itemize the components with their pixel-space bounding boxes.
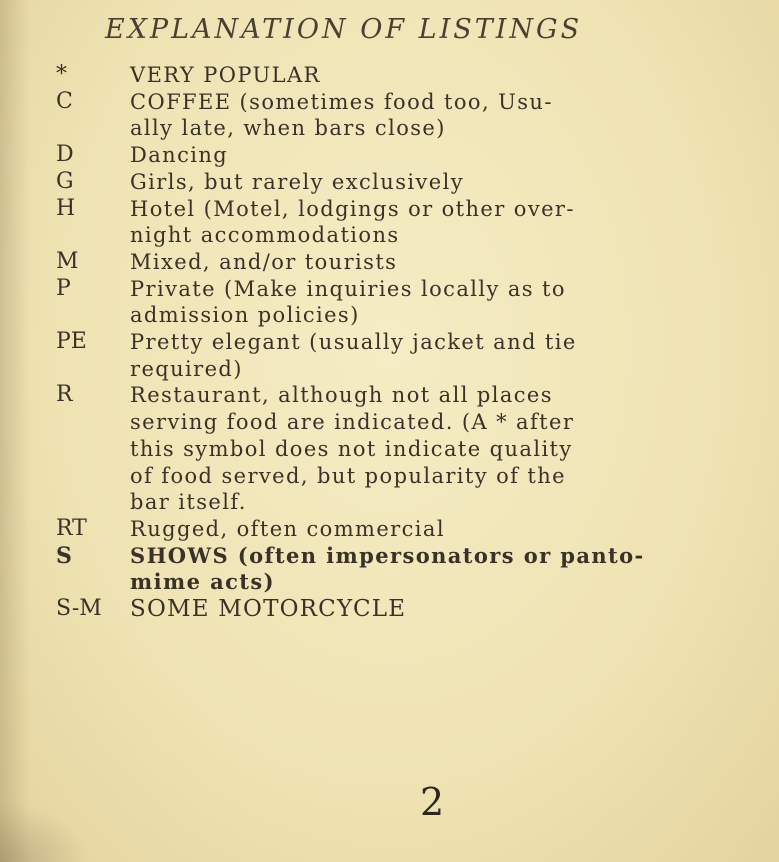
legend-symbol: *: [56, 62, 67, 87]
legend-symbol: C: [56, 88, 73, 114]
legend-symbol: D: [56, 142, 74, 168]
legend-symbol: R: [56, 382, 73, 408]
legend-entry-restaurant: [50, 382, 740, 516]
legend-entry-very-popular: [50, 62, 740, 89]
legend-entry-girls: [50, 169, 740, 196]
page-number: 2: [420, 780, 445, 824]
legend-entry-mixed: [50, 249, 740, 276]
legend-symbol: S: [56, 542, 72, 569]
legend-entry-private: [50, 276, 740, 329]
legend-symbol: G: [56, 168, 74, 194]
legend-symbol: RT: [56, 515, 87, 541]
legend-symbol: PE: [56, 329, 87, 355]
legend-entry-pretty-elegant: [50, 329, 740, 382]
listing-legend: [50, 62, 740, 623]
legend-entry-shows: [50, 543, 740, 596]
legend-description: Girls, but rarely exclusively: [130, 169, 464, 194]
legend-description: Pretty elegant (usually jacket and tie required): [130, 330, 577, 381]
legend-symbol: H: [56, 195, 76, 221]
legend-description: Dancing: [130, 143, 229, 168]
legend-description: VERY POPULAR: [130, 63, 321, 87]
legend-description: Hotel (Motel, lodgings or other over- night accommodations: [130, 196, 575, 248]
legend-description: Private (Make inquiries locally as to admission policies): [130, 276, 566, 328]
legend-description: Mixed, and/or tourists: [130, 249, 398, 274]
legend-description: Restaurant, although not all places serving food are indicated. (A * after this symbol does not indicate quality of food served, but popularity of the bar itself.: [130, 383, 575, 515]
legend-symbol: M: [56, 248, 79, 274]
legend-symbol: P: [56, 275, 71, 301]
page-edge-shadow: [0, 0, 30, 862]
legend-description: COFFEE (sometimes food too, Usu- ally late, when bars close): [130, 89, 553, 141]
legend-entry-some-motorcycle: [50, 596, 740, 623]
legend-entry-rugged: [50, 516, 740, 543]
page-title: EXPLANATION OF LISTINGS: [105, 14, 583, 45]
legend-symbol: S-M: [56, 596, 102, 622]
legend-entry-hotel: [50, 196, 740, 249]
legend-description: SOME MOTORCYCLE: [130, 596, 407, 623]
legend-description: SHOWS (often impersonators or panto- mime acts): [130, 542, 645, 595]
legend-description: Rugged, often commercial: [130, 516, 445, 541]
legend-entry-dancing: [50, 142, 740, 169]
worn-corner: [0, 802, 90, 862]
legend-entry-coffee: [50, 89, 740, 142]
